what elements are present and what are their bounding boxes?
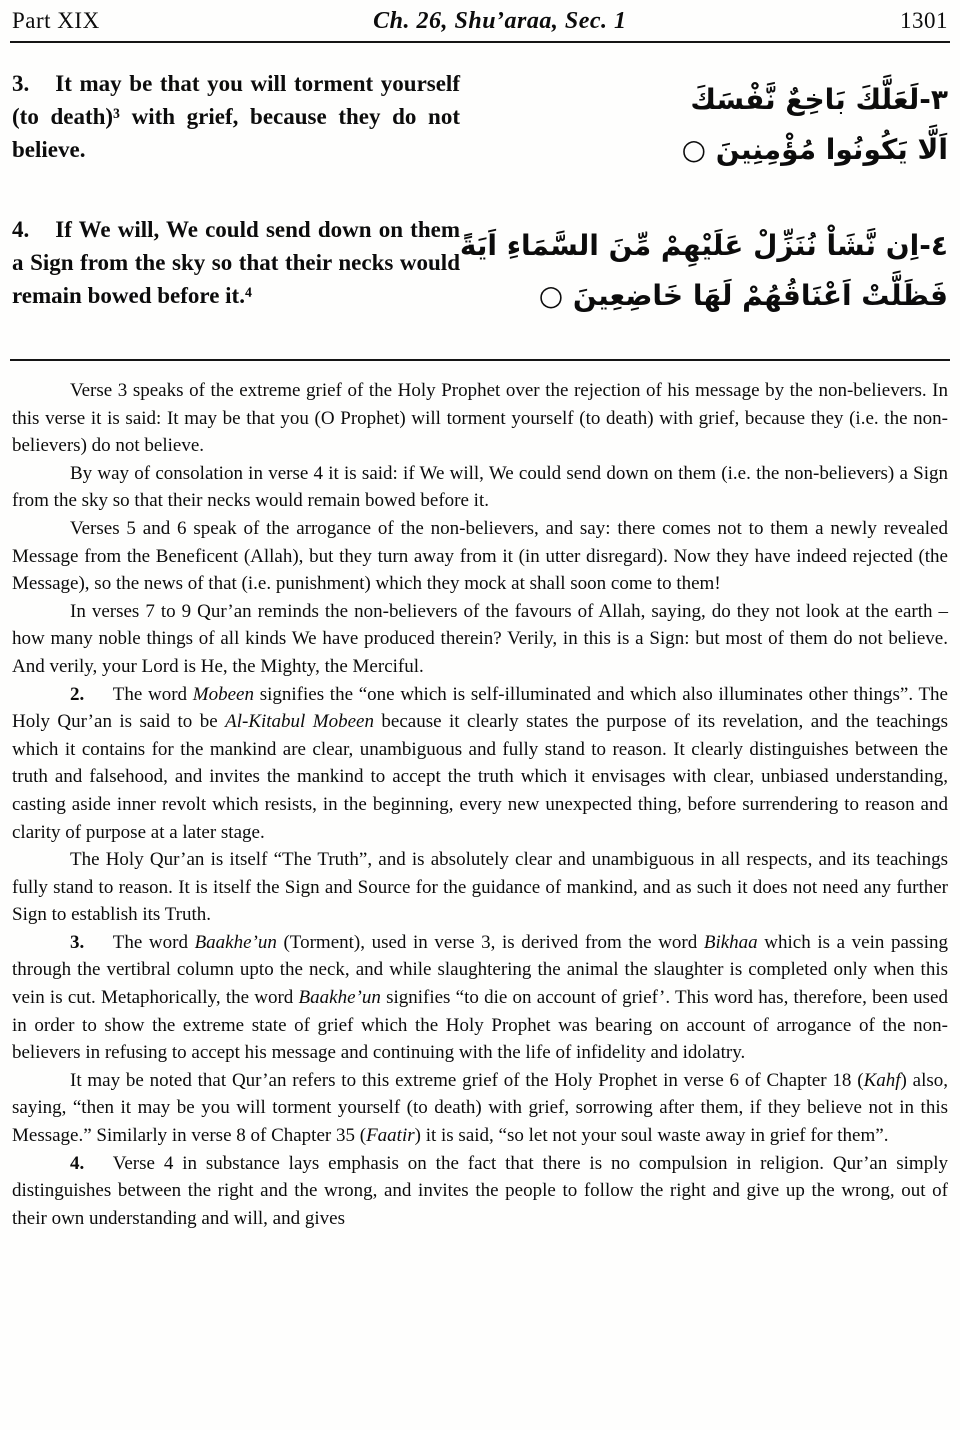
commentary-text-segment: ) it is said, “so let not your soul waste away in grief for them”. [414, 1125, 889, 1147]
arabic-line-1: ٣-لَعَلَّكَ بَاخِعٌ نَّفْسَكَ [690, 83, 948, 116]
page-number: 1301 [899, 8, 948, 33]
commentary-text-segment: Verses 5 and 6 speak of the arrogance of the non-believers, and say: there comes not to them a newly revealed Message from the Beneficent (Allah), but they turn away from it (in utter disregard). Now they have indeed rejected (the Message), so the news of that (i.e. punishment) which they mock at shall soon come to them! [12, 517, 948, 595]
commentary-text-segment: signifies “to die on account of grief’. This word has, therefore, been used in order to show the extreme state of grief which the Holy Prophet was bearing on account of arrogance of the non-believers in refusing to accept his message and continuing with the life of infidelity and idolatry. [12, 987, 948, 1064]
verse-3-row [12, 67, 948, 175]
commentary-text-segment: 3. [70, 931, 85, 953]
commentary-text-segment: Kahf [863, 1069, 901, 1091]
commentary-text-segment: Bikhaa [703, 931, 758, 953]
commentary-text-segment: Baakhe’un [194, 931, 277, 953]
commentary-paragraph [12, 846, 948, 929]
verse-4-number: 4. [12, 217, 30, 242]
header-divider [10, 41, 950, 43]
commentary-text-segment: because it clearly states the purpose of its revelation, and the teachings which it contains for the mankind are clear, unambiguous and fully stand to reason. It clearly distinguishes between the truth and falsehood, and invites the mankind to accept the truth which it envisages with clear, unbiased understanding, casting aside inner revolt which resists, in the beginning, every new unexpected thing, before surrendering to reason and clarity of purpose at a later stage. [12, 711, 948, 843]
commentary-text-segment: Verse 3 speaks of the extreme grief of the Holy Prophet over the rejection of his message by the non-believers. In this verse it is said: It may be that you (O Prophet) will torment yourself (to death) with grief, because they (i.e. the non-believers) do not believe. [12, 380, 948, 457]
commentary-text-segment: 4. [70, 1152, 85, 1174]
verse-4-row [12, 213, 948, 321]
commentary-text-segment: By way of consolation in verse 4 it is said: if We will, We could send down on them (i.e. the non-believers) a Sign from the sky so that their necks would remain bowed before it. [12, 462, 948, 512]
arabic-line-1: ٤-اِن نَّشَاْ نُنَزِّلْ عَلَيْهِمْ مِّنَ السَّمَاءِ اَيَةً [459, 229, 948, 262]
commentary-text-segment: Verse 4 in substance lays emphasis on the fact that there is no compulsion in religion. Qur’an simply distinguishes between the right and the wrong, and invites the people to follow the right and give up the wrong, out of their own understanding and will, and gives [12, 1152, 948, 1229]
section-divider [10, 359, 950, 361]
commentary-text-segment: 2. [70, 683, 85, 705]
verse-4-text: If We will, We could send down on them a Sign from the sky so that their necks would remain bowed before it.⁴ [12, 217, 460, 308]
commentary-text-segment: The word [84, 931, 195, 953]
commentary-paragraph [12, 515, 948, 598]
verse-4-arabic [459, 213, 948, 321]
commentary-text-segment: Mobeen [192, 683, 254, 705]
verse-3-english [12, 67, 460, 175]
commentary-text-segment: It may be noted that Qur’an refers to this extreme grief of the Holy Prophet in verse 6 of Chapter 18 ( [70, 1069, 864, 1091]
commentary-text-segment: which is a vein passing through the vertibral column upto the neck, and while slaughtering the animal the slaughter is completed only when this vein is cut. Metaphorically, the word [12, 931, 948, 1009]
commentary-paragraph [12, 1150, 948, 1233]
commentary-text-segment: The Holy Qur’an is itself “The Truth”, and is absolutely clear and unambiguous in all respects, and its teachings fully stand to reason. It is itself the Sign and Source for the guidance of mankind, and as such it does not need any further Sign to establish its Truth. [12, 849, 948, 926]
commentary-paragraph [12, 681, 948, 847]
arabic-line-2: فَظَلَّتْ اَعْنَاقُهُمْ لَهَا خَاضِعِينَ ○ [538, 279, 948, 312]
commentary-text-segment: Faatir [366, 1125, 415, 1147]
verse-3-number: 3. [12, 71, 30, 96]
verse-4-english [12, 213, 460, 321]
chapter-title: Ch. 26, Shu’araa, Sec. 1 [373, 8, 627, 34]
commentary [10, 377, 950, 1232]
commentary-paragraph [12, 1067, 948, 1150]
commentary-paragraph [12, 460, 948, 515]
part-label: Part XIX [12, 8, 100, 33]
commentary-paragraph [12, 598, 948, 681]
commentary-text-segment: In verses 7 to 9 Qur’an reminds the non-believers of the favours of Allah, saying, do they not look at the earth – how many noble things of all kinds We have produced therein? Verily, in this is a Sign: but most of them do not believe. And verily, your Lord is He, the Mighty, the Merciful. [12, 600, 948, 677]
commentary-paragraph [12, 377, 948, 460]
page-header [10, 6, 950, 41]
arabic-line-2: اَلَّا يَكُونُوا مُؤْمِنِينَ ○ [681, 133, 948, 166]
verse-3-arabic [480, 67, 948, 175]
commentary-text-segment: The word [84, 683, 193, 705]
commentary-text-segment: (Torment), used in verse 3, is derived from the word [276, 931, 704, 953]
commentary-paragraph [12, 929, 948, 1067]
commentary-text-segment: signifies the “one which is self-illuminated and which also illuminates other things”. The Holy Qur’an is said to be [12, 683, 948, 733]
commentary-text-segment: Baakhe’un [298, 987, 381, 1009]
commentary-text-segment: ) also, saying, “then it may be you will torment yourself (to death) with grief, sorrowing after them, if they believe not in this Message.” Similarly in verse 8 of Chapter 35 ( [12, 1069, 948, 1147]
commentary-text-segment: Al-Kitabul Mobeen [225, 711, 374, 733]
verses-section [10, 63, 950, 321]
verse-3-text: It may be that you will torment yourself (to death)³ with grief, because they do not believe. [12, 71, 460, 162]
